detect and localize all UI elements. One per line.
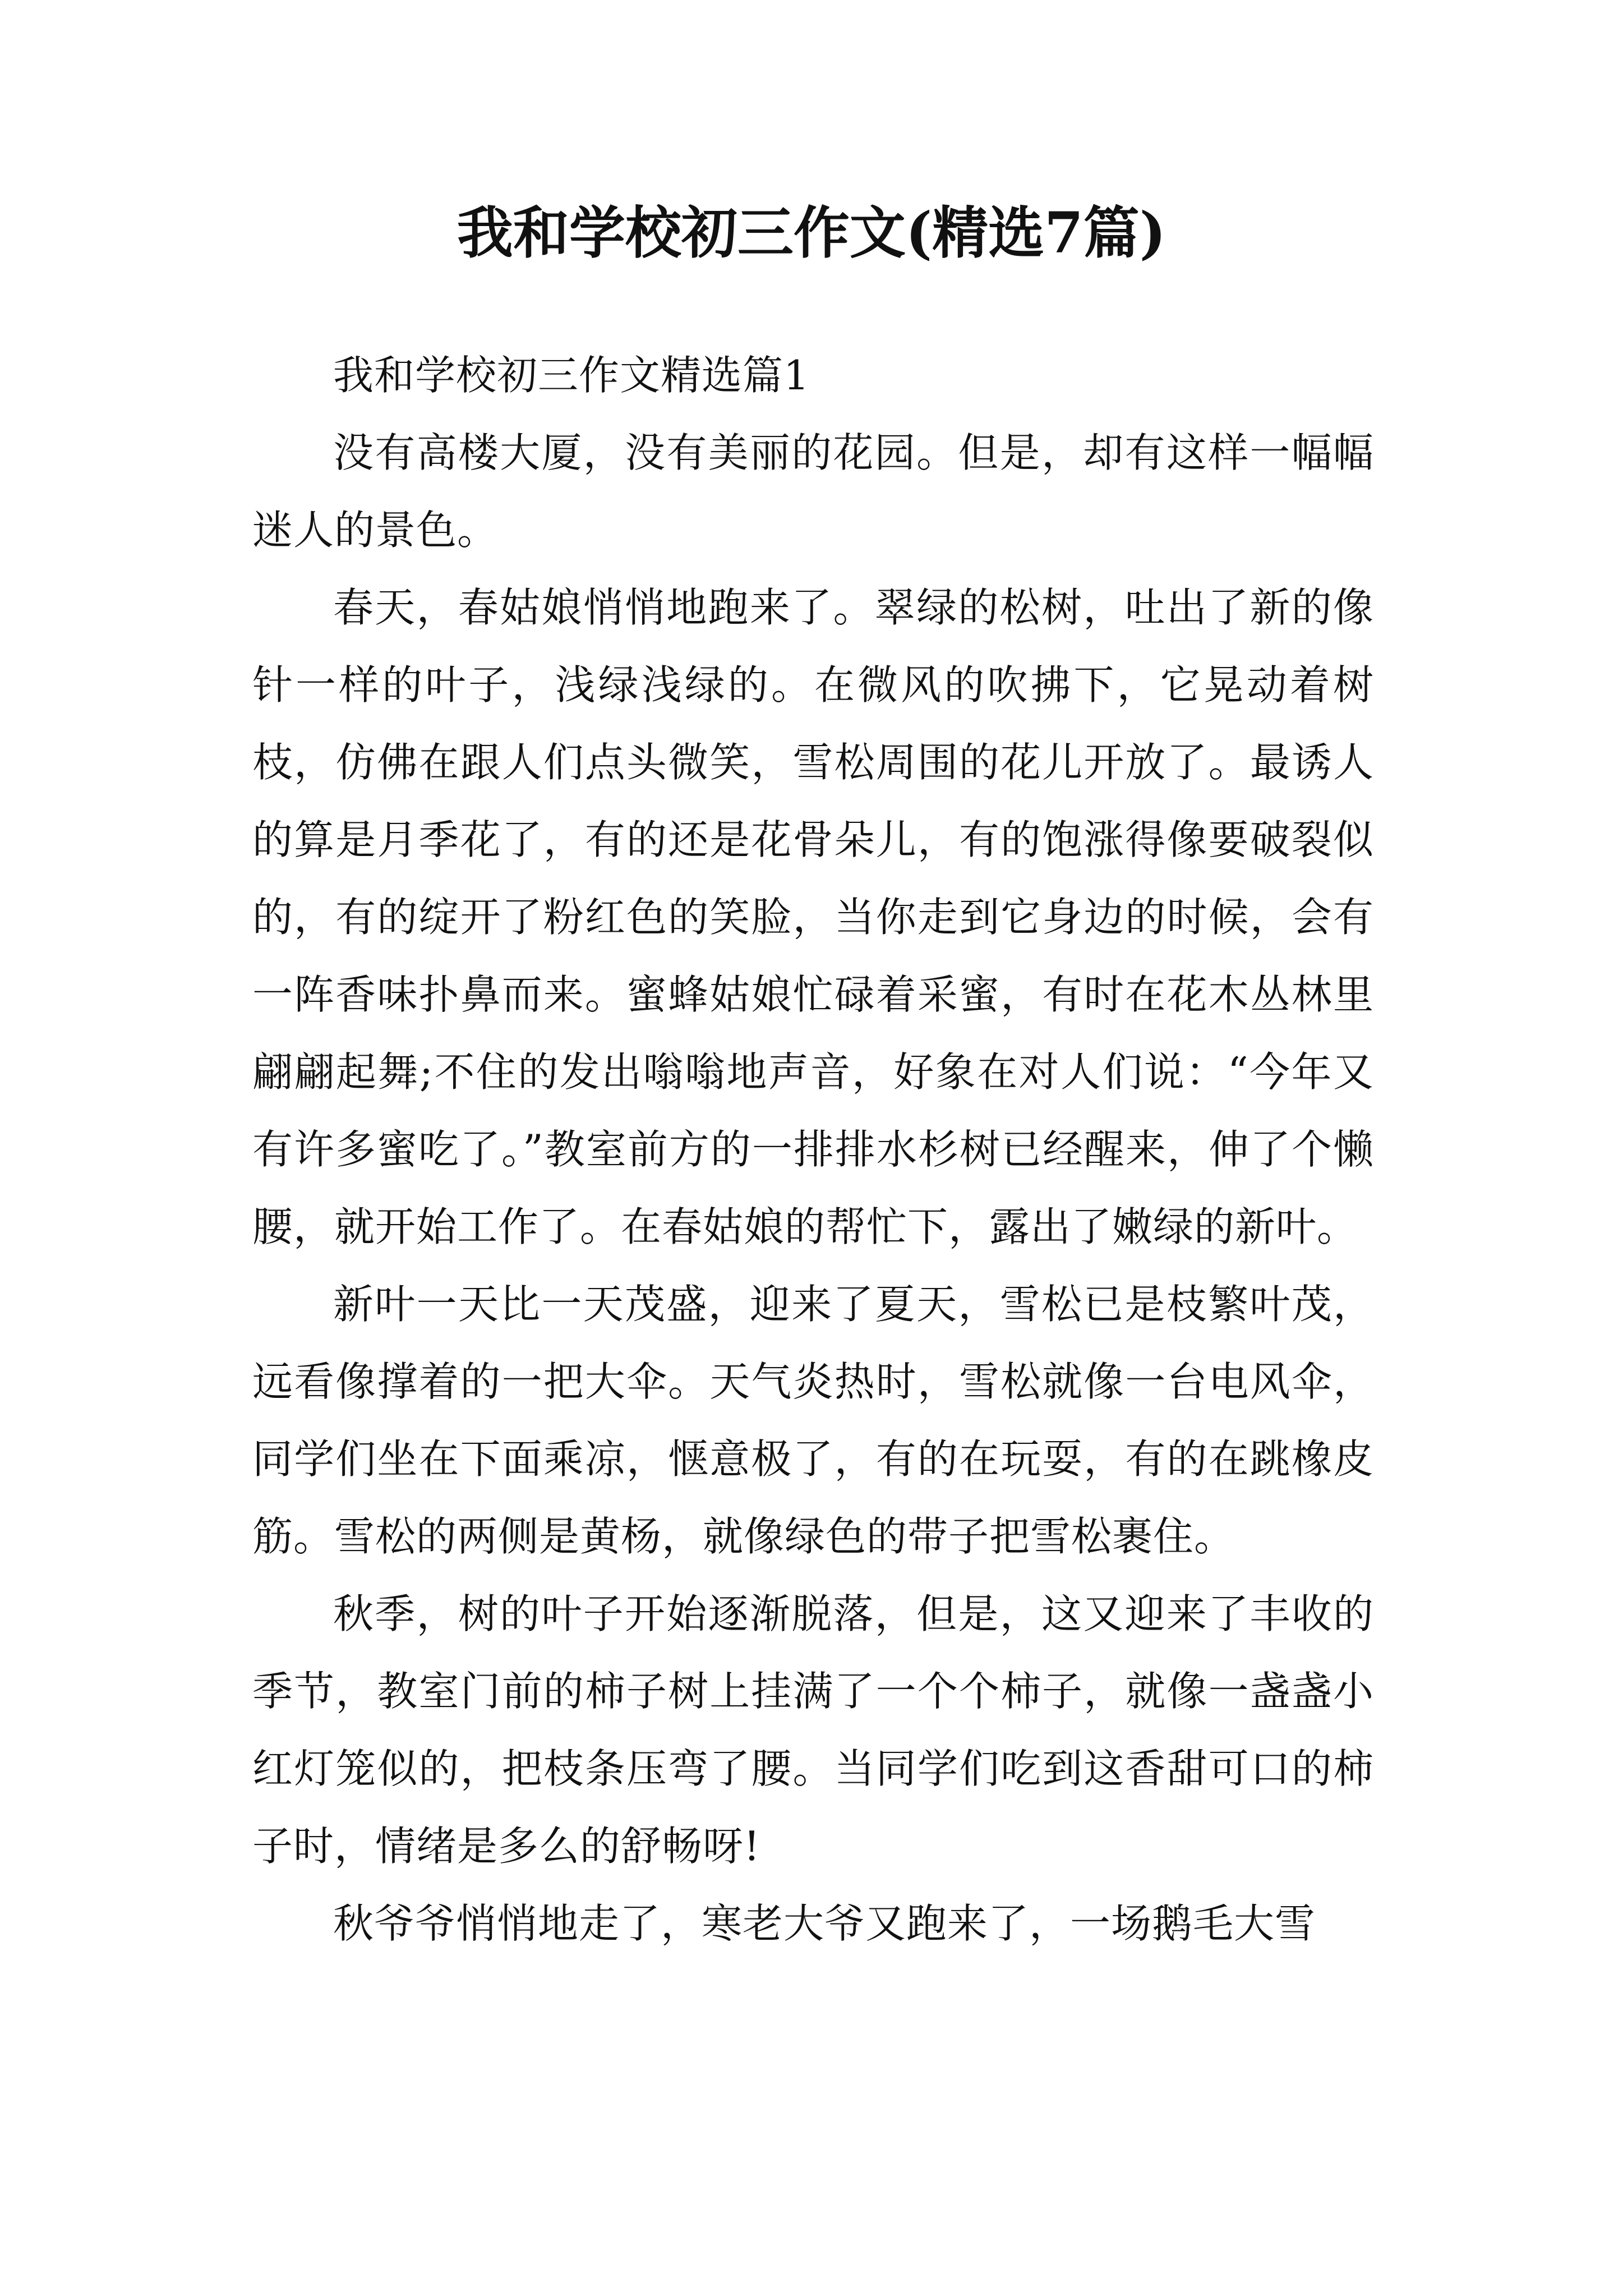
paragraph-spring: 春天，春姑娘悄悄地跑来了。翠绿的松树，吐出了新的像针一样的叶子，浅绿浅绿的。在微风的吹拂下，它晃动着树枝，仿佛在跟人们点头微笑，雪松周围的花儿开放了。最诱人的算是月季花了，有的还是花骨朵儿，有的饱涨得像要破裂似的，有的绽开了粉红色的笑脸，当你走到它身边的时候，会有一阵香味扑鼻而来。蜜蜂姑娘忙碌着采蜜，有时在花木丛林里翩翩起舞;不住的发出嗡嗡地声音，好象在对人们说：“今年又有许多蜜吃了。”教室前方的一排排水杉树已经醒来，伸了个懒腰，就开始工作了。在春姑娘的帮忙下，露出了嫩绿的新叶。 — [252, 584, 1374, 1250]
paragraph-summer: 新叶一天比一天茂盛，迎来了夏天，雪松已是枝繁叶茂，远看像撑着的一把大伞。天气炎热时，雪松就像一台电风伞，同学们坐在下面乘凉，惬意极了，有的在玩耍，有的在跳橡皮筋。雪松的两侧是黄杨，就像绿色的带子把雪松裹住。 — [252, 1281, 1374, 1560]
paragraph-autumn: 秋季，树的叶子开始逐渐脱落，但是，这又迎来了丰收的季节，教室门前的柿子树上挂满了一个个柿子，就像一盏盏小红灯笼似的，把枝条压弯了腰。当同学们吃到这香甜可口的柿子时，情绪是多么的舒畅呀! — [252, 1590, 1374, 1870]
document-body — [252, 337, 1374, 1962]
document-title: 我和学校初三作文(精选7篇) — [457, 200, 1166, 266]
paragraph-intro: 没有高楼大厦，没有美丽的花园。但是，却有这样一幅幅迷人的景色。 — [252, 429, 1374, 554]
paragraph-winter: 秋爷爷悄悄地走了，寒老大爷又跑来了，一场鹅毛大雪 — [333, 1900, 1316, 1947]
section-heading: 我和学校初三作文精选篇1 — [333, 352, 810, 399]
